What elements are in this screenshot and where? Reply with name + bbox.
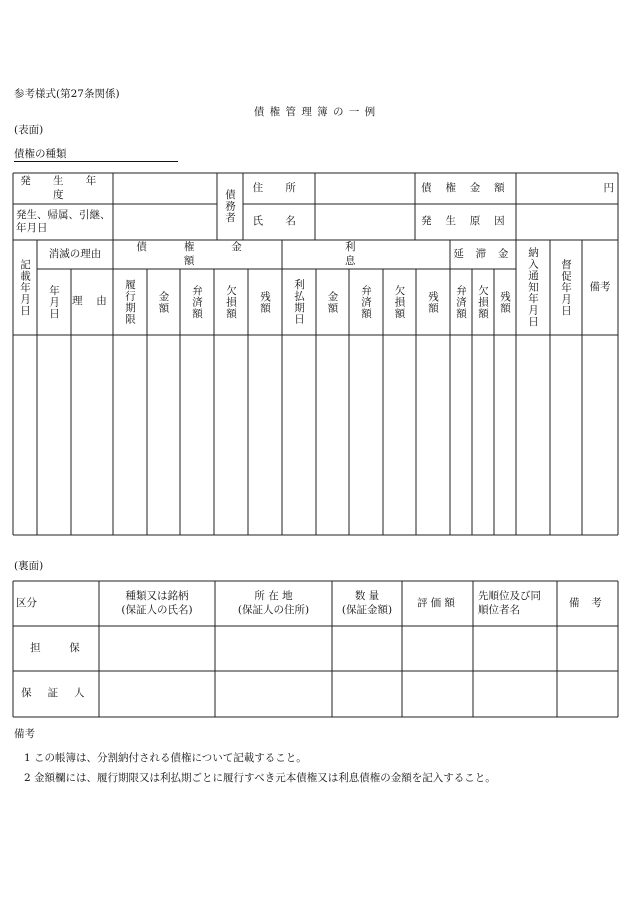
amount-label: 金額 (157, 290, 170, 314)
claim-type-label: 債権の種類 (14, 146, 178, 162)
interest-loss-label: 欠損額 (393, 284, 406, 320)
remarks-label: 備考 (589, 280, 611, 293)
delay-balance-label: 残額 (499, 290, 512, 314)
page-title: 債 権 管 理 簿 の 一 例 (253, 106, 377, 118)
note-item-2: 2 金額欄には、履行期限又は利払期ごとに履行すべき元本債権又は利息債権の金額を記入すること。 (24, 772, 496, 784)
notes-title: 備考 (14, 728, 35, 740)
front-side-label: (表面) (14, 124, 44, 136)
interest-amount-label: 金額 (326, 290, 339, 314)
interest-due-date-label: 利払期日 (293, 279, 306, 325)
origin-date-label: 発生、帰属、引継、年月日 (16, 208, 111, 234)
due-period-label: 履行期限 (124, 279, 137, 325)
payment-notice-date-label: 納入通知年月日 (527, 247, 540, 328)
valuation-header: 評価額 (417, 596, 458, 609)
paid-amount-label: 弁済額 (191, 284, 204, 320)
note-item-1: 1 この帳簿は、分割納付される債権について記載すること。 (24, 752, 307, 764)
delay-paid-label: 弁済額 (455, 284, 468, 320)
back-side-label: (裏面) (14, 560, 44, 572)
claim-amount-group: 債 権 金 額 (136, 241, 259, 267)
extinction-reason-col: 理 由 (71, 295, 113, 308)
extinction-date-label: 年月日 (48, 284, 61, 320)
collateral-label: 担 保 (30, 641, 93, 654)
balance-label: 残額 (259, 290, 272, 314)
location-header: 所 在 地 (保証人の住所) (237, 590, 310, 616)
origin-cause-label: 発 生 原 因 (421, 215, 510, 228)
back-remarks-header: 備 考 (569, 596, 606, 609)
form-reference: 参考様式(第27条関係) (14, 88, 120, 100)
quantity-header: 数 量 (保証金額) (341, 590, 393, 616)
delay-loss-label: 欠損額 (477, 284, 490, 320)
yen-unit: 円 (603, 181, 614, 194)
name-label: 氏 名 (252, 215, 306, 228)
delay-charge-group: 延 滞 金 (453, 247, 513, 260)
loss-amount-label: 欠損額 (225, 284, 238, 320)
kind-header: 種類又は銘柄 (保証人の氏名) (121, 590, 193, 616)
address-label: 住 所 (252, 181, 306, 194)
origin-year-label: 発 生 年 度 (20, 175, 106, 201)
interest-paid-label: 弁済額 (360, 284, 373, 320)
interest-group: 利 息 (345, 241, 419, 267)
demand-date-label: 督促年月日 (560, 258, 573, 317)
interest-balance-label: 残額 (427, 290, 440, 314)
claim-amount-label: 債 権 金 額 (421, 181, 510, 194)
record-date-label: 記載年月日 (19, 258, 32, 317)
debtor-label: 債務者 (224, 189, 237, 224)
guarantor-label: 保 証 人 (21, 687, 91, 700)
category-header: 区分 (16, 596, 37, 609)
priority-header: 先順位及び同 順位者名 (478, 590, 541, 616)
extinction-reason-label: 消滅の理由 (48, 247, 102, 260)
